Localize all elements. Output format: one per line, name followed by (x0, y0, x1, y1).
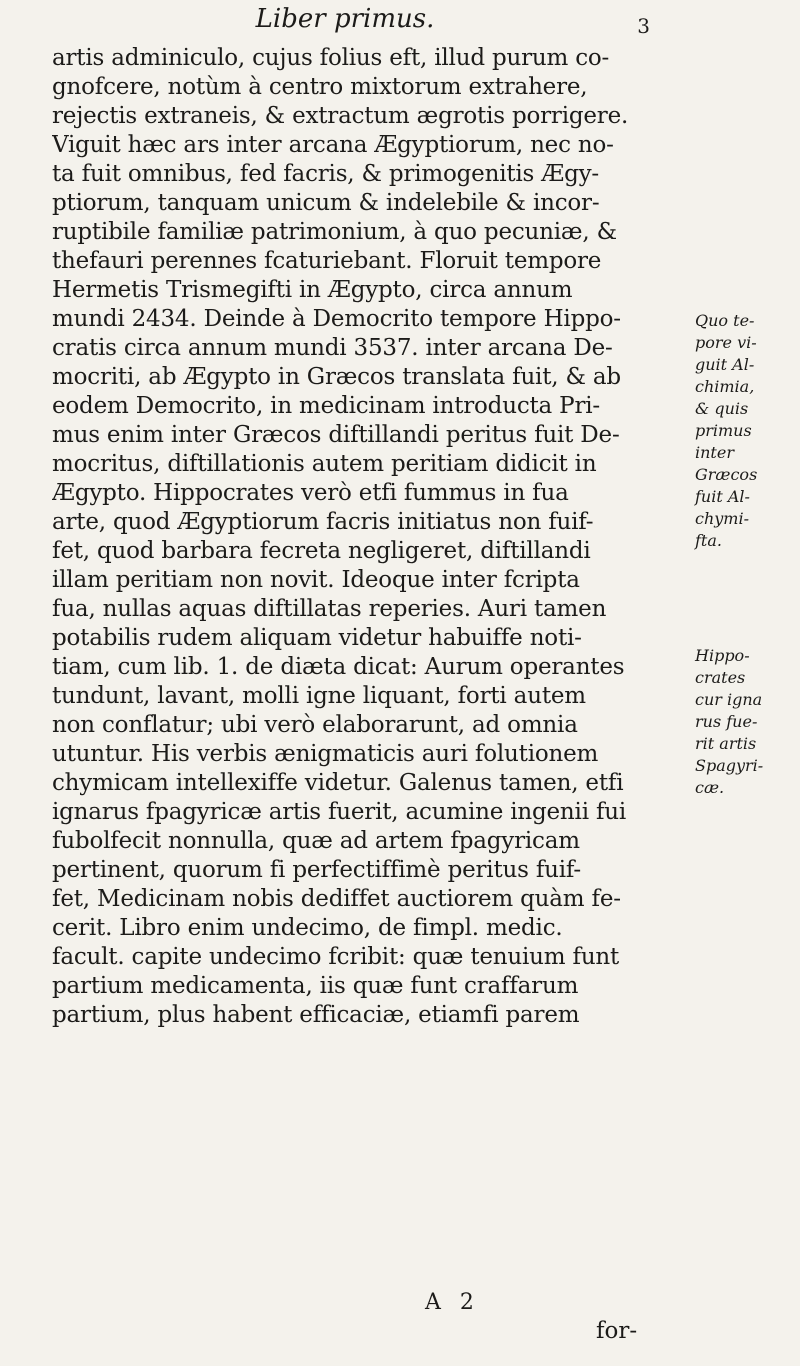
margin-note-line: Hippo- (695, 646, 750, 665)
text-line: Hermetis Trismegifti in Ægypto, circa annum (52, 277, 573, 303)
margin-note-line: primus (695, 421, 752, 440)
text-line: thefauri perennes fcaturiebant. Floruit tempore (52, 248, 602, 274)
text-line: ta fuit omnibus, fed facris, & primogenitis Ægy- (52, 161, 599, 187)
text-line: partium medicamenta, iis quæ funt craffarum (52, 973, 579, 999)
margin-note-line: chymi- (695, 509, 749, 528)
body-text (52, 44, 662, 1030)
margin-note-line: crates (695, 668, 746, 687)
running-head: Liber primus. (255, 4, 435, 34)
text-line: utuntur. His verbis ænigmaticis auri folutionem (52, 741, 599, 767)
margin-note-hippocrates (695, 645, 763, 799)
text-line: mocriti, ab Ægypto in Græcos translata fuit, & ab (52, 364, 621, 390)
text-line: non conflatur; ubi verò elaborarunt, ad omnia (52, 712, 578, 738)
margin-note-line: Quo te- (695, 311, 755, 330)
text-line: Viguit hæc ars inter arcana Ægyptiorum, nec no- (52, 132, 614, 158)
page-header (40, 4, 650, 40)
text-line: fet, Medicinam nobis dediffet auctiorem quàm fe- (52, 886, 621, 912)
text-line: potabilis rudem aliquam videtur habuiffe noti- (52, 625, 582, 651)
page-number: 3 (637, 14, 650, 38)
text-line: partium, plus habent efficaciæ, etiamfi parem (52, 1002, 580, 1028)
margin-note-line: Græcos (695, 465, 758, 484)
text-line: fubolfecit nonnulla, quæ ad artem fpagyricam (52, 828, 580, 854)
text-line: mundi 2434. Deinde à Democrito tempore Hippo- (52, 306, 621, 332)
margin-note-line: pore vi- (695, 333, 757, 352)
margin-note-line: cur igna (695, 690, 763, 709)
text-line: mus enim inter Græcos diftillandi peritus fuit De- (52, 422, 620, 448)
text-line: pertinent, quorum fi perfectiffimè peritus fuif- (52, 857, 581, 883)
text-line: ruptibile familiæ patrimonium, à quo pecuniæ, & (52, 219, 617, 245)
text-line: fet, quod barbara fecreta negligeret, diftillandi (52, 538, 591, 564)
text-line: chymicam intellexiffe videtur. Galenus tamen, etfi (52, 770, 624, 796)
text-line: tiam, cum lib. 1. de diæta dicat: Aurum operantes (52, 654, 625, 680)
text-line: cerit. Libro enim undecimo, de fimpl. medic. (52, 915, 563, 941)
margin-note-line: inter (695, 443, 734, 462)
catchword: for- (596, 1318, 638, 1344)
margin-note-line: chimia, (695, 377, 755, 396)
text-line: fua, nullas aquas diftillatas reperies. Auri tamen (52, 596, 607, 622)
margin-note-line: & quis (695, 399, 749, 418)
text-line: eodem Democrito, in medicinam introducta Pri- (52, 393, 600, 419)
text-line: rejectis extraneis, & extractum ægrotis porrigere. (52, 103, 629, 129)
text-line: cratis circa annum mundi 3537. inter arcana De- (52, 335, 613, 361)
text-line: tundunt, lavant, molli igne liquant, forti autem (52, 683, 586, 709)
text-line: arte, quod Ægyptiorum facris initiatus non fuif- (52, 509, 594, 535)
margin-note-line: guit Al- (695, 355, 755, 374)
margin-note-line: fta. (695, 531, 722, 550)
margin-note-line: rit artis (695, 734, 757, 753)
margin-note-line: cæ. (695, 778, 725, 797)
text-line: artis adminiculo, cujus folius eft, illud purum co- (52, 45, 610, 71)
text-line: ignarus fpagyricæ artis fuerit, acumine ingenii fui (52, 799, 627, 825)
margin-note-alchimia (695, 310, 757, 552)
margin-note-line: fuit Al- (695, 487, 750, 506)
text-line: gnofcere, notùm à centro mixtorum extrahere, (52, 74, 588, 100)
text-line: mocritus, diftillationis autem peritiam didicit in (52, 451, 597, 477)
margin-note-line: rus fue- (695, 712, 758, 731)
signature-mark: A 2 (425, 1290, 480, 1315)
text-line: ptiorum, tanquam unicum & indelebile & incor- (52, 190, 600, 216)
margin-note-line: Spagyri- (695, 756, 764, 775)
text-line: facult. capite undecimo fcribit: quæ tenuium funt (52, 944, 620, 970)
text-line: illam peritiam non novit. Ideoque inter fcripta (52, 567, 580, 593)
text-line: Ægypto. Hippocrates verò etfi fummus in fua (52, 480, 569, 506)
